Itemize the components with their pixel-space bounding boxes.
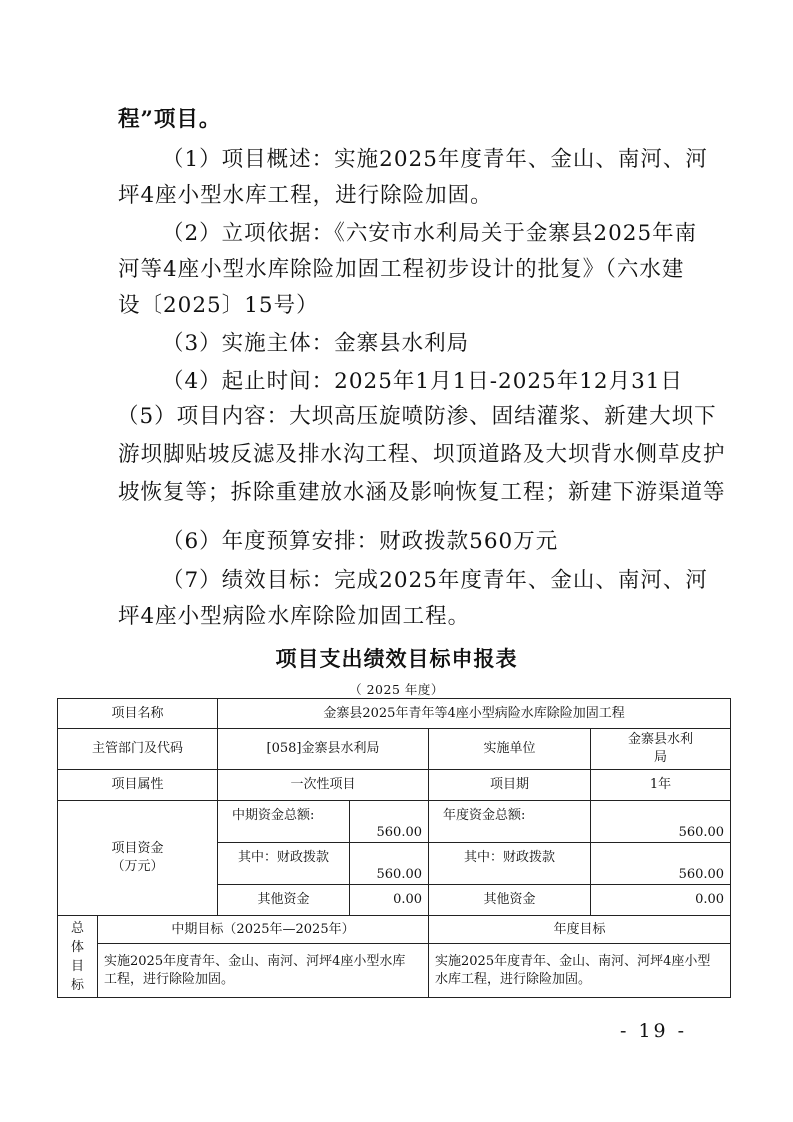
period-value: 1年 [591, 770, 731, 801]
dept-label: 主管部门及代码 [58, 729, 218, 770]
overall-goal-char-2: 体 [70, 939, 84, 955]
paragraph-content-cont2: 坡恢复等；拆除重建放水涵及影响恢复工程；新建下游渠道等 [118, 480, 726, 505]
annual-total-value: 560.00 [591, 801, 731, 843]
project-name-label: 项目名称 [58, 699, 218, 729]
annual-other-label: 其他资金 [429, 885, 591, 916]
paragraph-overview-cont: 坪4座小型水库工程，进行除险加固。 [118, 183, 493, 208]
mid-goal-text-line2: 工程，进行除险加固。 [104, 971, 235, 987]
annual-fiscal-value: 560.00 [591, 843, 731, 885]
mid-goal-text-line1: 实施2025年度青年、金山、南河、河坪4座小型水库 [104, 953, 406, 969]
performance-table [57, 698, 731, 998]
mid-other-value: 0.00 [350, 885, 429, 916]
table-year: （ 2025 年度） [349, 682, 444, 697]
annual-goal-text [429, 944, 731, 998]
annual-other-value: 0.00 [591, 885, 731, 916]
funds-label-line1: 项目资金 [111, 841, 164, 856]
paragraph-budget: （6）年度预算安排：财政拨款560万元 [162, 529, 559, 554]
impl-value-line1: 金寨县水利 [628, 732, 694, 747]
mid-goal-header: 中期目标（2025年—2025年） [98, 916, 429, 944]
mid-goal-text [98, 944, 429, 998]
annual-fiscal-label: 其中：财政拨款 [429, 843, 591, 885]
mid-total-label: 中期资金总额: [218, 801, 350, 843]
attr-value: 一次性项目 [218, 770, 429, 801]
funds-label-line2: （万元） [111, 859, 164, 874]
paragraph-heading-tail: 程”项目。 [118, 107, 222, 132]
project-name-value: 金寨县2025年青年等4座小型病险水库除险加固工程 [218, 699, 731, 729]
paragraph-basis-cont2: 设〔2025〕15号） [118, 293, 319, 318]
mid-fiscal-value: 560.00 [350, 843, 429, 885]
paragraph-period: （4）起止时间：2025年1月1日-2025年12月31日 [162, 369, 683, 394]
paragraph-basis: （2）立项依据：《六安市水利局关于金寨县2025年南 [162, 221, 698, 246]
paragraph-implementer: （3）实施主体：金寨县水利局 [162, 331, 470, 356]
mid-other-label: 其他资金 [218, 885, 350, 916]
impl-label: 实施单位 [429, 729, 591, 770]
mid-fiscal-label: 其中：财政拨款 [218, 843, 350, 885]
impl-value-line2: 局 [654, 750, 668, 765]
annual-goal-text-line2: 水库工程，进行除险加固。 [435, 971, 592, 987]
impl-value [591, 729, 731, 770]
attr-label: 项目属性 [58, 770, 218, 801]
table-title: 项目支出绩效目标申报表 [275, 647, 518, 671]
overall-goal-char-3: 目 [70, 958, 84, 974]
paragraph-content-cont: 游坝脚贴坡反滤及排水沟工程、坝顶道路及大坝背水侧草皮护 [118, 442, 726, 467]
dept-value: [058]金寨县水利局 [218, 729, 429, 770]
paragraph-goal: （7）绩效目标：完成2025年度青年、金山、南河、河 [162, 568, 708, 593]
annual-goal-text-line1: 实施2025年度青年、金山、南河、河坪4座小型 [435, 953, 711, 969]
overall-goal-label [58, 916, 98, 998]
paragraph-overview: （1）项目概述：实施2025年度青年、金山、南河、河 [162, 147, 708, 172]
annual-total-label: 年度资金总额: [429, 801, 591, 843]
page-number: - 19 - [620, 1020, 688, 1042]
overall-goal-char-4: 标 [70, 977, 84, 993]
paragraph-goal-cont: 坪4座小型病险水库除险加固工程。 [118, 604, 471, 629]
annual-goal-header: 年度目标 [429, 916, 731, 944]
mid-total-value: 560.00 [350, 801, 429, 843]
paragraph-content: （5）项目内容：大坝高压旋喷防渗、固结灌浆、新建大坝下 [117, 404, 717, 429]
period-label: 项目期 [429, 770, 591, 801]
funds-label [58, 801, 218, 916]
overall-goal-char-1: 总 [70, 920, 84, 936]
paragraph-basis-cont: 河等4座小型水库除险加固工程初步设计的批复》（六水建 [118, 257, 685, 282]
